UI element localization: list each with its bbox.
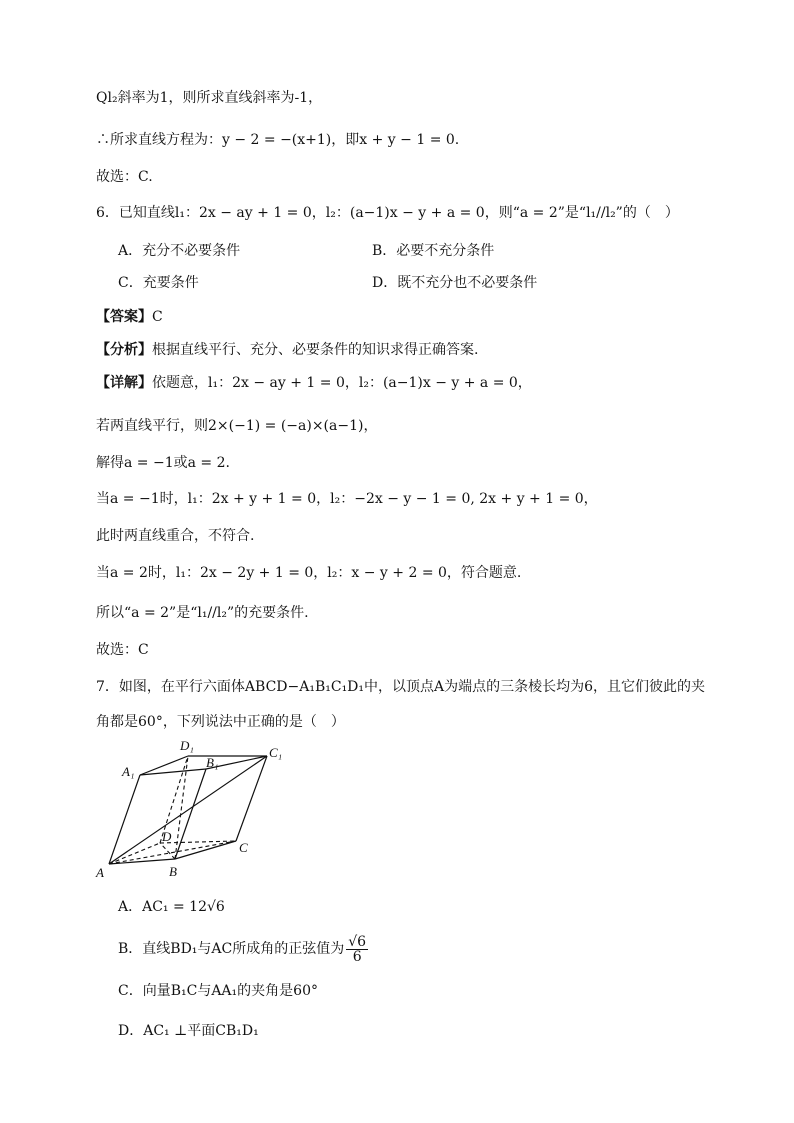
answer-value: C xyxy=(152,309,163,325)
vertex-label-c: C xyxy=(239,840,248,855)
analysis-tag: 【分析】 xyxy=(96,342,152,358)
vertex-label-c1: C₁ xyxy=(269,745,283,760)
solution-line-3: 故选：C. xyxy=(96,169,153,185)
q6-analysis xyxy=(96,340,478,360)
q6-option-a: A．充分不必要条件 xyxy=(118,243,241,259)
q6-option-d: D．既不充分也不必要条件 xyxy=(372,275,538,291)
solution-line-1: Ql₂斜率为1，则所求直线斜率为-1， xyxy=(96,90,323,106)
hidden-diagonal-b-d xyxy=(160,843,175,859)
sqrt6-over-6-fraction xyxy=(346,935,368,964)
detail-step-7: 故选：C xyxy=(96,642,149,658)
vertex-label-b: B xyxy=(169,864,177,879)
q6-option-c: C．充要条件 xyxy=(118,275,199,291)
vertex-label-a: A xyxy=(96,865,104,880)
detail-tag: 【详解】 xyxy=(96,375,152,391)
detail-step-2: 解得a = −1或a = 2. xyxy=(96,455,230,471)
fraction-denominator: 6 xyxy=(352,948,362,965)
fraction-numerator: √6 xyxy=(348,933,367,950)
q6-detail xyxy=(96,373,532,393)
q7-option-b-text: B．直线BD₁与AC所成角的正弦值为 xyxy=(118,941,345,957)
detail-step-6: 所以“a = 2”是“l₁//l₂”的充要条件. xyxy=(96,605,309,621)
edge-a1-b1 xyxy=(140,769,206,775)
question-7-stem-line-1: 7．如图，在平行六面体ABCD−A₁B₁C₁D₁中，以顶点A为端点的三条棱长均为6，且它们彼此的夹 xyxy=(96,679,706,695)
q6-answer xyxy=(96,307,163,327)
edge-b-c xyxy=(175,841,236,859)
vertex-label-d1: D₁ xyxy=(180,738,194,753)
question-7-stem-line-2: 角都是60°，下列说法中正确的是（ ） xyxy=(96,714,345,730)
edge-a1-d1 xyxy=(140,756,188,775)
detail-text: 依题意，l₁：2x − ay + 1 = 0，l₂：(a−1)x − y + a = 0， xyxy=(152,375,532,391)
vertex-label-d: D xyxy=(162,829,172,844)
q6-option-b: B．必要不充分条件 xyxy=(372,243,495,259)
vertex-label-b1: B₁ xyxy=(206,755,219,770)
edge-c-c1 xyxy=(236,756,267,841)
q7-option-b xyxy=(118,932,368,966)
q7-option-a: A．AC₁ = 12√6 xyxy=(118,899,225,915)
vertex-label-a1: A₁ xyxy=(122,764,135,779)
question-6-stem: 6．已知直线l₁：2x − ay + 1 = 0，l₂：(a−1)x − y + a = 0，则“a = 2”是“l₁//l₂”的（ ） xyxy=(96,205,679,221)
answer-tag: 【答案】 xyxy=(96,309,152,325)
hidden-edge-d-c xyxy=(160,841,236,843)
parallelepiped-figure xyxy=(94,735,294,885)
detail-step-5: 当a = 2时，l₁：2x − 2y + 1 = 0，l₂：x − y + 2 = 0，符合题意. xyxy=(96,565,522,581)
solution-line-2: ∴所求直线方程为：y − 2 = −(x+1)，即x + y − 1 = 0. xyxy=(96,132,460,148)
edge-a-a1 xyxy=(109,775,140,864)
q7-option-d: D．AC₁ ⊥平面CB₁D₁ xyxy=(118,1023,259,1039)
detail-step-3: 当a = −1时，l₁：2x + y + 1 = 0，l₂：−2x − y − 1 = 0, 2x + y + 1 = 0， xyxy=(96,491,598,507)
q7-option-c: C．向量B₁C与AA₁的夹角是60° xyxy=(118,983,318,999)
hidden-diagonal-a-c xyxy=(109,841,236,864)
detail-step-1: 若两直线平行，则2×(−1) = (−a)×(a−1)， xyxy=(96,418,378,434)
analysis-text: 根据直线平行、充分、必要条件的知识求得正确答案. xyxy=(152,342,479,358)
detail-step-4: 此时两直线重合，不符合. xyxy=(96,528,255,544)
